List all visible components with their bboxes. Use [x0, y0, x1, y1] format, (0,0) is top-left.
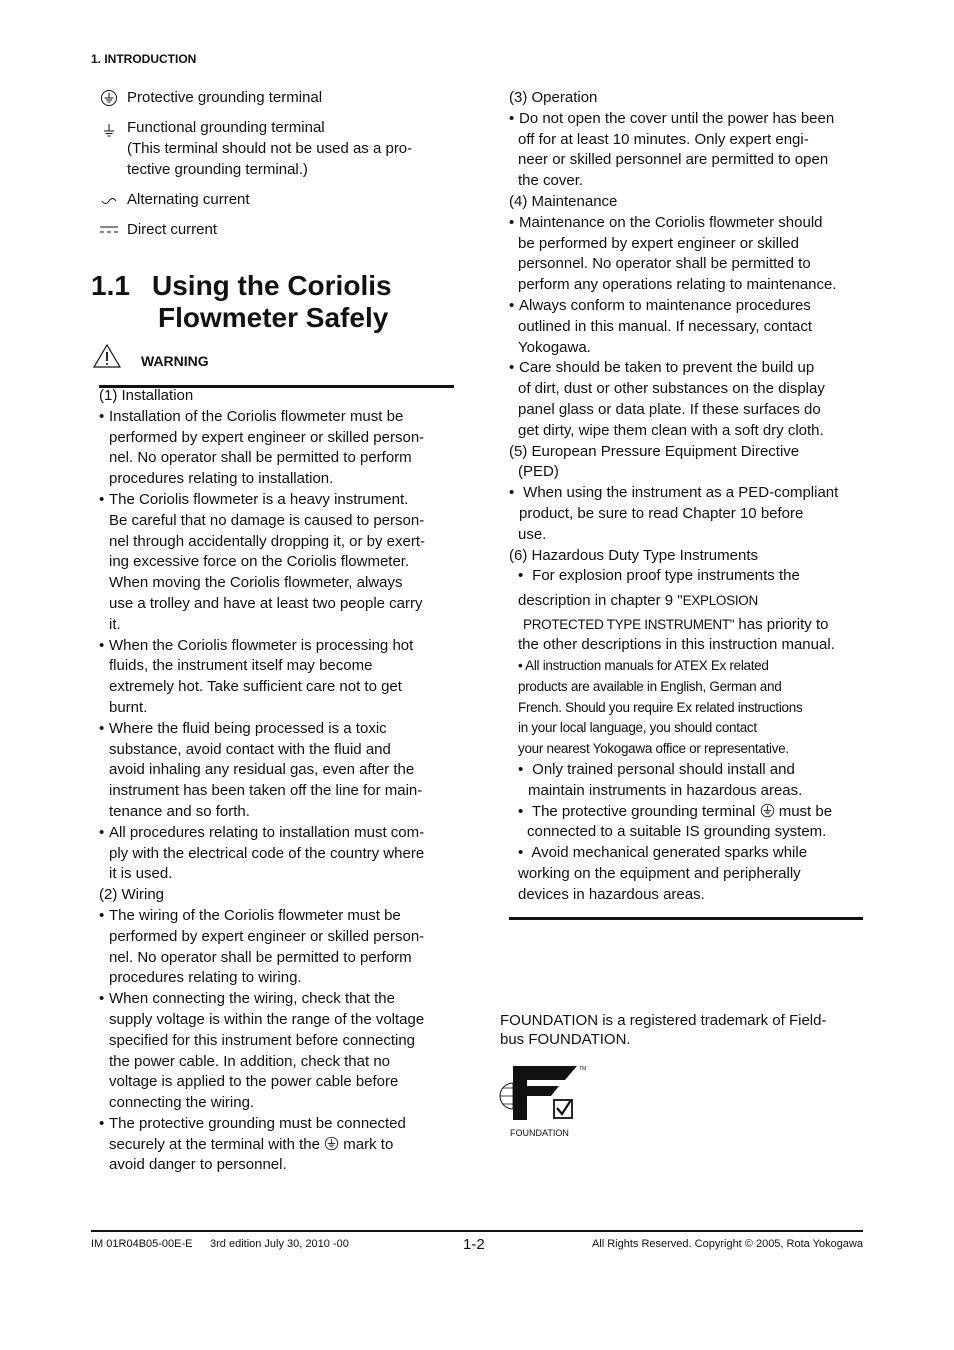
logo-tm: TM: [579, 1066, 587, 1072]
footer-copyright: All Rights Reserved. Copyright © 2005, Rota Yokogawa: [591, 1238, 863, 1250]
symbol-label: Direct current: [127, 221, 218, 238]
list-item: • Do not open the cover until the power has been off for at least 10 minutes. Only expert engi- neer or skilled personnel are permitted to open the cover.: [509, 109, 835, 190]
symbol-label: Protective grounding terminal: [127, 89, 323, 106]
list-item: • Only trained personal should install and maintain instruments in hazardous areas.: [518, 760, 803, 799]
warning-label: WARNING: [141, 353, 209, 369]
logo-text: FOUNDATION: [510, 1128, 569, 1138]
heading-number: 1.1: [91, 270, 130, 301]
page-number: 1-2: [463, 1236, 485, 1253]
list-item: • The wiring of the Coriolis flowmeter must be performed by expert engineer or skilled person- nel. No operator shall be permitted to perform procedures relating to wiring.: [99, 906, 425, 987]
list-item: • Where the fluid being processed is a toxic substance, avoid contact with the fluid and avoid inhaling any residual gas, even after the instrument has been taken off the line for main- tenance and so forth.: [99, 719, 423, 820]
list-item: • Always conform to maintenance procedures outlined in this manual. If necessary, contact Yokogawa.: [509, 296, 813, 356]
ped-title: (5) European Pressure Equipment Directive: [509, 442, 800, 460]
direct-current-icon: [100, 221, 118, 239]
functional-ground-icon: [100, 121, 118, 139]
list-item: • The Coriolis flowmeter is a heavy instrument. Be careful that no damage is caused to person- nel through accidentally dropping it, or by exert- ing excessive force on the Coriolis flowmeter. When moving the Coriolis flowmeter, always use a trolley and have at least two people carry it.: [99, 490, 426, 633]
list-item: • Maintenance on the Coriolis flowmeter should be performed by expert engineer or skilled personnel. No operator shall be permitted to perform any operations relating to maintenance.: [509, 213, 837, 294]
symbol-label: Functional grounding terminal (This terminal should not be used as a pro- tective grounding terminal.): [127, 119, 413, 178]
list-item: • For explosion proof type instruments the description in chapter 9 "EXPLOSION PROTECTED TYPE INSTRUMENT" has priority to the other descriptions in this instruction manual.: [518, 567, 835, 654]
list-item: • When connecting the wiring, check that the supply voltage is within the range of the voltage specified for this instrument before connecting the power cable. In addition, check that no voltage is applied to the power cable before connecting the wiring.: [99, 990, 425, 1112]
foundation-logo: [499, 1062, 589, 1138]
alternating-current-icon: [100, 191, 118, 209]
hazardous-title: (6) Hazardous Duty Type Instruments: [509, 546, 758, 564]
footer-rule: [91, 1230, 863, 1232]
maintenance-title: (4) Maintenance: [509, 192, 618, 210]
list-item: • The protective grounding must be connected securely at the terminal with the mark to avoid danger to personnel.: [99, 1114, 406, 1174]
left-column: [99, 386, 459, 1176]
wiring-title: (2) Wiring: [99, 886, 165, 904]
right-column: [509, 88, 869, 905]
footer-doc-id: IM 01R04B05-00E-E: [91, 1238, 193, 1250]
list-item: • Avoid mechanical generated sparks while working on the equipment and peripherally devices in hazardous areas.: [518, 844, 808, 903]
list-item: • When the Coriolis flowmeter is processing hot fluids, the instrument itself may become extremely hot. Take sufficient care not to get burnt.: [99, 636, 414, 716]
atex-note: • All instruction manuals for ATEX Ex related products are available in English, German and French. Should you require Ex related instructions in your local language, you should contact your nearest Yokogawa office or representative.: [518, 657, 803, 757]
ped-title-cont: (PED): [518, 463, 559, 481]
protective-ground-icon: [100, 89, 118, 107]
list-item: • When using the instrument as a PED-compliant product, be sure to read Chapter 10 before use.: [509, 484, 839, 543]
protective-ground-icon: [760, 803, 775, 818]
footer-edition: 3rd edition July 30, 2010 -00: [210, 1238, 349, 1250]
list-item: • Care should be taken to prevent the build up of dirt, dust or other substances on the display panel glass or data plate. If these surfaces do get dirty, wipe them clean with a soft dry cloth.: [509, 359, 825, 439]
list-item: • All procedures relating to installation must com- ply with the electrical code of the country where it is used.: [99, 823, 425, 883]
heading-line-1: Using the Coriolis: [152, 270, 392, 301]
heading-line-2: Flowmeter Safely: [158, 302, 389, 333]
operation-title: (3) Operation: [509, 89, 598, 106]
protective-ground-icon: [324, 1136, 339, 1151]
installation-title: (1) Installation: [99, 387, 194, 404]
section-header: 1. INTRODUCTION: [91, 52, 197, 66]
symbol-label: Alternating current: [127, 191, 250, 208]
list-item: • The protective grounding terminal must be connected to a suitable IS grounding system.: [518, 802, 833, 841]
list-item: • Installation of the Coriolis flowmeter must be performed by expert engineer or skilled person- nel. No operator shall be permitted to perform procedures relating to installation.: [99, 407, 425, 488]
warning-icon: [92, 343, 122, 369]
trademark-notice: FOUNDATION is a registered trademark of Field- bus FOUNDATION.: [500, 1012, 827, 1048]
warning-rule-bottom: [509, 917, 863, 920]
